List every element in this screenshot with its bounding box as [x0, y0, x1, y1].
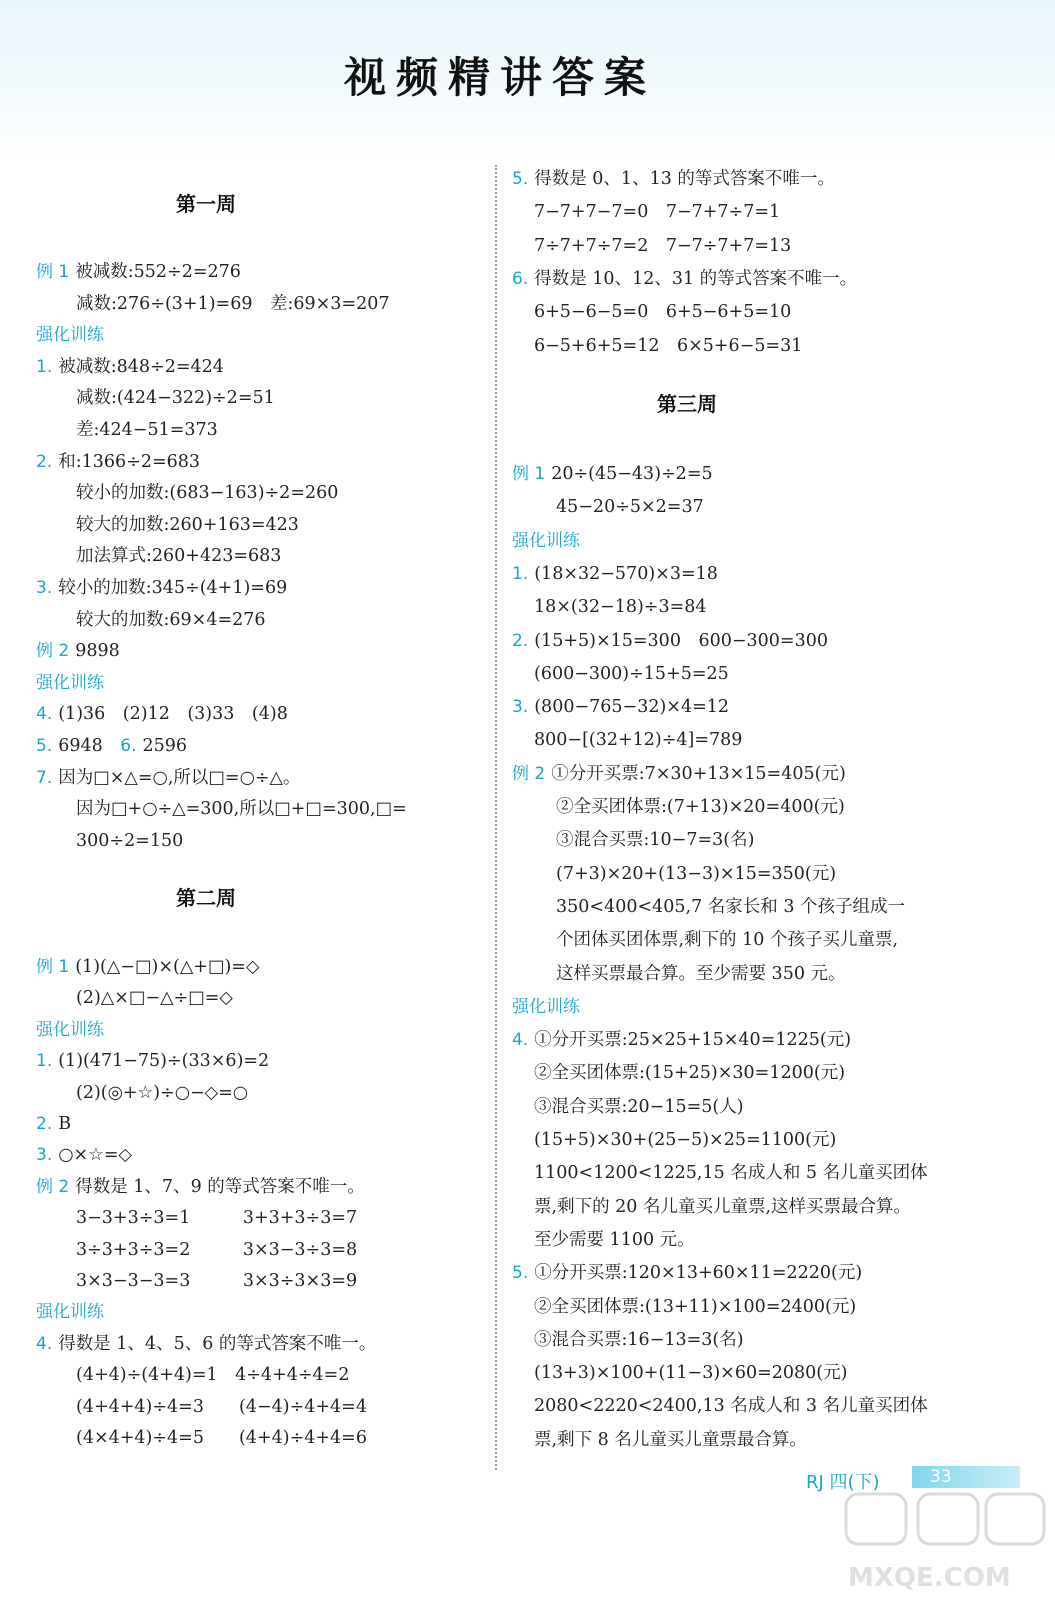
answer-text: 3−3+3÷3=1 3+3+3÷3=7 [76, 1208, 358, 1229]
section-label-qianghua: 强化训练 [36, 325, 104, 346]
svg-text:MXQE.COM: MXQE.COM [848, 1563, 1011, 1593]
answer-text: (800−765−32)×4=12 [534, 697, 730, 718]
answer-line [534, 334, 802, 358]
section-label-qianghua: 强化训练 [36, 672, 104, 693]
page-number: 33 [930, 1467, 952, 1487]
answer-text: (1)36 (2)12 (3)33 (4)8 [58, 704, 288, 725]
answer-line [36, 1175, 365, 1199]
answer-line [76, 1426, 367, 1450]
answer-text: (4×4+4)÷4=5 (4+4)÷4+4=6 [76, 1428, 367, 1448]
footer-bar [912, 1466, 1020, 1488]
answer-text: (7+3)×20+(13−3)×15=350(元) [556, 863, 837, 884]
answer-text: 2596 [142, 736, 188, 756]
item-label: 6. [512, 268, 529, 289]
answer-line [534, 300, 791, 324]
item-label: 1. [36, 356, 53, 377]
answer-text: (2)(◎+☆)÷○−◇=○ [76, 1082, 249, 1103]
column-divider [495, 165, 497, 1470]
item-label: 2. [36, 451, 53, 472]
answer-text: (1)(471−75)÷(33×6)=2 [58, 1051, 270, 1072]
answer-text: ①分开买票:120×13+60×11=2220(元) [534, 1263, 863, 1284]
answer-line [534, 728, 742, 752]
item-label: 例 2 [36, 1176, 70, 1197]
section-label-qianghua: 强化训练 [512, 996, 580, 1017]
answer-text: 45−20÷5×2=37 [556, 497, 704, 518]
answer-text: 差:424−51=373 [76, 420, 218, 440]
answer-line [534, 1061, 845, 1085]
answer-text: ①分开买票:7×30+13×15=405(元) [551, 763, 846, 784]
item-label: 例 1 [36, 262, 70, 282]
answer-text: 票,剩下 8 名儿童买儿童票最合算。 [534, 1429, 807, 1450]
answer-line [76, 829, 183, 853]
answer-text: 350<400<405,7 名家长和 3 个孩子组成一 [556, 896, 906, 917]
answer-line [534, 1428, 807, 1452]
answer-line [556, 828, 754, 852]
answer-text: 因为□+○÷△=300,所以□+□=300,□= [76, 799, 407, 820]
item-label: 例 1 [36, 957, 70, 977]
answer-line [534, 1161, 928, 1185]
answer-line [534, 1394, 928, 1418]
answer-text: 3×3−3−3=3 3×3÷3×3=9 [76, 1271, 358, 1291]
answer-line [76, 1081, 248, 1105]
answer-text: 个团体买团体票,剩下的 10 个孩子买儿童票, [556, 930, 899, 951]
answer-line [76, 418, 218, 442]
answer-line [534, 1328, 744, 1352]
answer-line [36, 955, 259, 979]
answer-line [36, 734, 187, 758]
answer-text: B [58, 1114, 72, 1134]
item-label: 4. [512, 1030, 529, 1051]
answer-text: 因为□×△=○,所以□=○÷△。 [58, 767, 301, 788]
answer-text: 9898 [75, 641, 120, 662]
answer-text: ○×☆=◇ [58, 1145, 132, 1166]
answer-text: 和:1366÷2=683 [58, 451, 201, 472]
answer-text: ①分开买票:25×25+15×40=1225(元) [534, 1030, 852, 1051]
section-label-qianghua: 强化训练 [36, 1302, 104, 1323]
answer-line [534, 1361, 847, 1385]
answer-text: 3÷3+3÷3=2 3×3−3÷3=8 [76, 1239, 358, 1260]
answer-line [36, 766, 300, 790]
answer-line [36, 1332, 376, 1356]
answer-text: 6−5+6+5=12 6×5+6−5=31 [534, 335, 803, 356]
item-label: 1. [36, 1051, 53, 1072]
answer-text: 6+5−6−5=0 6+5−6+5=10 [534, 302, 792, 323]
page-title: 视频精讲答案 [343, 53, 656, 102]
answer-line [76, 1238, 357, 1262]
answer-line [512, 267, 857, 291]
answer-text: (15+5)×15=300 600−300=300 [534, 630, 828, 651]
answer-text: 得数是 1、4、5、6 的等式答案不唯一。 [58, 1333, 377, 1354]
item-label: 例 2 [36, 641, 70, 662]
answer-line [76, 1395, 367, 1419]
answer-line [36, 576, 287, 600]
answer-line [36, 260, 241, 284]
item-label: 7. [36, 767, 53, 788]
answer-line [76, 1363, 349, 1387]
item-label: 5. [36, 736, 53, 756]
answer-line [556, 795, 845, 819]
section-label-qianghua: 强化训练 [36, 1019, 104, 1040]
answer-line [36, 1049, 269, 1073]
answer-text: 7−7+7−7=0 7−7+7÷7=1 [534, 202, 781, 223]
answer-line [556, 495, 704, 519]
answer-line [76, 608, 266, 632]
item-label: 6. [120, 736, 137, 756]
answer-line [534, 662, 729, 686]
item-label: 例 2 [512, 763, 546, 784]
item-label: 1. [512, 563, 529, 584]
answer-text: (2)△×□−△÷□=◇ [76, 988, 233, 1009]
answer-text: (600−300)÷15+5=25 [534, 663, 729, 684]
answer-line [512, 462, 713, 486]
answer-text: 减数:(424−322)÷2=51 [76, 388, 275, 409]
answer-text: (13+3)×100+(11−3)×60=2080(元) [534, 1363, 848, 1384]
answer-line [76, 544, 281, 568]
answer-text: 被减数:848÷2=424 [58, 356, 224, 377]
answer-text: 票,剩下的 20 名儿童买儿童票,这样买票最合算。 [534, 1196, 912, 1217]
item-label: 2. [512, 630, 529, 651]
answer-line [556, 962, 846, 986]
answer-text: (4+4+4)÷4=3 (4−4)÷4+4=4 [76, 1396, 367, 1417]
item-label: 例 1 [512, 464, 546, 484]
answer-text: 至少需要 1100 元。 [534, 1229, 695, 1250]
answer-text: 较大的加数:260+163=423 [76, 514, 299, 535]
item-label: 5. [512, 1263, 529, 1284]
item-label: 3. [512, 697, 529, 718]
answer-text: 得数是 1、7、9 的等式答案不唯一。 [75, 1176, 365, 1197]
answer-line [512, 167, 835, 191]
item-label: 4. [36, 704, 53, 725]
item-label: 4. [36, 1333, 53, 1354]
answer-line [76, 292, 390, 316]
answer-line [534, 234, 791, 258]
answer-line [76, 481, 338, 505]
answer-text: 18×(32−18)÷3=84 [534, 597, 707, 618]
answer-text: ②全买团体票:(7+13)×20=400(元) [556, 797, 845, 817]
answer-text: ③混合买票:20−15=5(人) [534, 1096, 744, 1117]
item-label: 3. [36, 578, 53, 598]
answer-text: ②全买团体票:(13+11)×100=2400(元) [534, 1296, 857, 1317]
answer-line [76, 1206, 357, 1230]
answer-line [512, 629, 828, 653]
watermark-logo [840, 1488, 1050, 1596]
answer-line [76, 513, 299, 537]
answer-text: 较小的加数:(683−163)÷2=260 [76, 483, 339, 504]
answer-line [534, 200, 780, 224]
answer-line [36, 355, 224, 379]
answer-text: 减数:276÷(3+1)=69 差:69×3=207 [76, 293, 390, 314]
answer-text: 得数是 10、12、31 的等式答案不唯一。 [534, 268, 858, 289]
answer-line [534, 1195, 911, 1219]
answer-line [36, 1112, 71, 1136]
answer-line [36, 450, 200, 474]
answer-text: ③混合买票:10−7=3(名) [556, 830, 755, 851]
footer-grade: RJ 四(下) [806, 1472, 880, 1493]
answer-text: 1100<1200<1225,15 名成人和 5 名儿童买团体 [534, 1163, 928, 1184]
answer-text: 20÷(45−43)÷2=5 [551, 464, 713, 484]
answer-line [534, 1295, 856, 1319]
answer-line [556, 895, 905, 919]
answer-line [534, 1128, 836, 1152]
answer-text: 较小的加数:345÷(4+1)=69 [58, 578, 288, 598]
answer-text: 加法算式:260+423=683 [76, 546, 282, 567]
answer-text: (4+4)÷(4+4)=1 4÷4+4÷4=2 [76, 1365, 350, 1386]
answer-line [534, 1228, 695, 1252]
answer-line [76, 1269, 357, 1293]
answer-line [512, 762, 846, 786]
item-label: 5. [512, 169, 529, 189]
answer-line [556, 862, 836, 886]
week-heading: 第一周 [176, 192, 236, 216]
answer-text: ③混合买票:16−13=3(名) [534, 1329, 744, 1350]
answer-line [512, 1261, 862, 1285]
answer-line [76, 986, 233, 1010]
answer-line [36, 702, 288, 726]
answer-text: (18×32−570)×3=18 [534, 563, 718, 584]
answer-line [76, 797, 407, 821]
answer-text: 较大的加数:69×4=276 [76, 609, 266, 630]
answer-line [512, 562, 718, 586]
answer-line [534, 1095, 744, 1119]
answer-text: ②全买团体票:(15+25)×30=1200(元) [534, 1063, 846, 1084]
answer-text: (15+5)×30+(25−5)×25=1100(元) [534, 1130, 837, 1150]
answer-line [512, 1028, 851, 1052]
answer-text: (1)(△−□)×(△+□)=◇ [75, 957, 260, 977]
answer-text: 300÷2=150 [76, 830, 184, 851]
item-label: 3. [36, 1145, 53, 1166]
answer-text: 6948 [58, 736, 121, 756]
answer-line [36, 1143, 132, 1167]
answer-text: 得数是 0、1、13 的等式答案不唯一。 [534, 169, 835, 189]
answer-text: 7÷7+7÷7=2 7−7÷7+7=13 [534, 235, 792, 256]
answer-line [76, 386, 275, 410]
answer-line [36, 639, 120, 663]
answer-text: 2080<2220<2400,13 名成人和 3 名儿童买团体 [534, 1396, 928, 1417]
week-heading: 第三周 [657, 392, 717, 416]
week-heading: 第二周 [176, 886, 236, 910]
answer-line [556, 928, 898, 952]
item-label: 2. [36, 1114, 53, 1134]
section-label-qianghua: 强化训练 [512, 530, 580, 551]
answer-text: 被减数:552÷2=276 [75, 262, 241, 282]
answer-text: 这样买票最合算。至少需要 350 元。 [556, 963, 846, 984]
answer-line [512, 695, 729, 719]
answer-text: 800−[(32+12)÷4]=789 [534, 730, 743, 751]
answer-line [534, 595, 707, 619]
